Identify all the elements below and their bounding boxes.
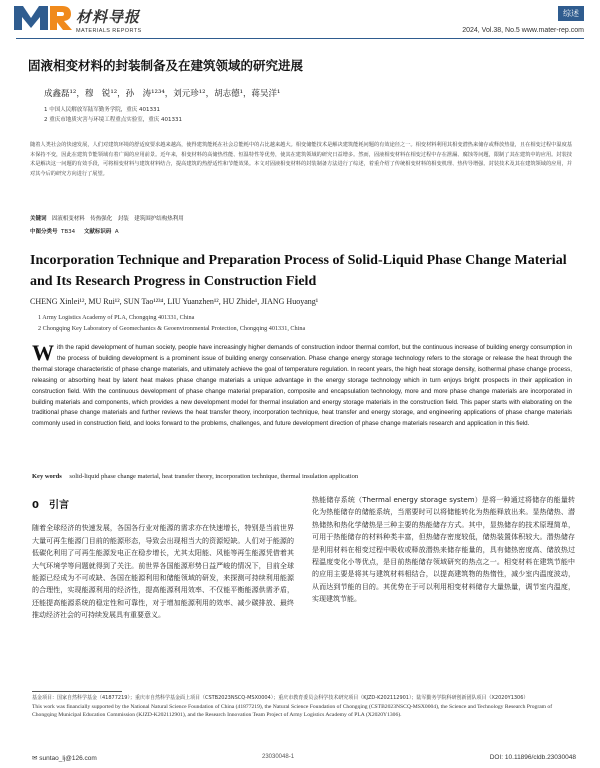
journal-name-en: MATERIALS REPORTS (76, 28, 142, 34)
affiliation-cn-2: 2 重庆市地质灾害与环境工程重点实验室，重庆 401331 (44, 117, 182, 123)
journal-name-cn: 材料导报 (76, 8, 141, 26)
affiliation-en-2: 2 Chongqing Key Laboratory of Geomechanics & Geoenvironmental Protection, Chongqing 401331, China (38, 325, 306, 332)
keywords-cn-values: 固液相变材料 传热强化 封装 建筑围护结构热利用 (51, 216, 184, 222)
header-divider (16, 38, 584, 39)
classification-label: 中图分类号 (30, 229, 58, 235)
body-column-left (32, 494, 294, 622)
footnote-funding-en: This work was financially supported by the National Natural Science Foundation of China (41877219), the Natural Science Foundation of Chongqing (CSTB2023NSCQ-MSX0004), the Science and Technology Research Program of Chongqing Municipal Education Commission (KJZD-K202112901), and the Research Innovation Team Project of Army Logistics Academy of PLA (X2020Y1306). (32, 703, 553, 719)
doc-code-label: 文献标识码 (83, 229, 112, 235)
abstract-cn: 随着人类社会的快速发展，人们对建筑环境的舒适度要求越来越高，使得建筑能耗在社会总能耗中的占比越来越大。相变储能技术是解决建筑能耗问题的有效途径之一。相变材料利用其相变潜热来储存或释放热量，且在相变过程中温度基本保持不变，因此在建筑节能领域有着广阔的应用前景。近年来，相变材料的高储热性能、恒温特性等优势，使其在建筑领域的研究日益增多。然而，固液相变材料在相变过程中存在泄漏、腐蚀等问题，限制了其在建筑中的应用。封装技术是解决这一问题的有效手段，可将相变材料与建筑材料结合，提高建筑的热舒适性和节能效果。本文对固液相变材料的封装制备方法进行了综述，着重介绍了传统相变材料的相变机理、热传导增强、封装技术及其在建筑领域的应用，并对其今后的研究方向进行了展望。 (30, 142, 572, 177)
page-number: 23030048-1 (262, 754, 295, 760)
corresponding-email[interactable]: ✉ suntao_lj@126.com (32, 755, 97, 762)
keywords-en-values: solid-liquid phase change material, heat transfer theory, incorporation technique, thermal insulation application (69, 473, 359, 480)
doc-code: A (114, 229, 119, 235)
journal-logo-mark (14, 4, 72, 30)
authors-en: CHENG Xinlei¹², MU Rui¹², SUN Tao¹²³⁴, LIU Yuanzhen¹², HU Zhide¹, JIANG Huoyang¹ (30, 297, 319, 306)
classification-code: TB34 (61, 229, 76, 235)
abstract-en-text: ith the rapid development of human society, people have increasingly higher demands of construction indoor thermal comfort, but the continuous increase of building energy consumption in the process of building development is a prominent issue of building energy conservation. Phase change energy storage technology refers to the storage or release the heat through the thermal storage characteristic of phase change materials, and ultimately achieve the goal of temperature regulation. In recent years, the high heat storage density, isothermal phase change process, releasing or absorbing heat by latent heat makes phase change materials a unique advantage in the energy storage technology which in turn enjoys bright prospects in their application in construction field. With the continuous development of phase change material preparation, composite and encapsulation technology, more and more phase change materials are incorporated in building materials and components, which provides a new development model for thermal insulation and energy storage materials in the construction field. This paper starts with elaborating on the traditional phase change materials and further reviews the heat transfer theory, incorporation technique, heat transfer and energy storage, and engineering applications of phase change materials commonly used in construction field, and looks forward to the problems, challenges, and future development direction of phase change materials research and application in this field. (32, 344, 572, 428)
keywords-cn-label: 关键词 (30, 216, 47, 222)
keywords-en-label: Key words (32, 473, 62, 480)
keywords-cn (30, 214, 184, 222)
title-cn: 固液相变材料的封装制备及在建筑领域的研究进展 (28, 58, 304, 73)
footnote-divider (32, 691, 122, 692)
footnote (32, 694, 575, 720)
section-heading-intro: 0 引言 (32, 500, 69, 511)
abstract-dropcap: W (32, 340, 54, 365)
authors-cn: 成鑫磊¹²，穆 锐¹²，孙 涛¹²³⁴，刘元珍¹²，胡志德¹，蒋吴洋¹ (44, 89, 281, 99)
affiliation-cn-1: 1 中国人民解放军陆军勤务学院，重庆 401331 (44, 107, 160, 113)
abstract-en (32, 340, 572, 430)
affiliation-en-1: 1 Army Logistics Academy of PLA, Chongqing 401331, China (38, 314, 195, 321)
journal-issue-line: 2024, Vol.38, No.5 www.mater-rep.com (462, 27, 584, 34)
journal-logo (14, 4, 142, 34)
title-en: Incorporation Technique and Preparation Process of Solid-Liquid Phase Change Material and Its Research Progress in Construction Field (30, 253, 567, 289)
classification-cn (30, 227, 119, 235)
footnote-funding-cn: 基金项目：国家自然科学基金（41877219）；重庆市自然科学基金面上项目（CSTB2023NSCQ-MSX0004）；重庆市教育委员会科学技术研究项目（KJZD-K202112901）；陆军勤务学院科研创新团队项目（X2020Y1306） (32, 695, 529, 701)
doi-link[interactable]: DOI: 10.11896/cldb.23030048 (489, 754, 576, 761)
body-column-right (312, 494, 575, 606)
section-tag: 综述 (558, 6, 584, 21)
intro-paragraph-right: 热能储存系统（Thermal energy storage system）是将一种通过将储存的能量转化为热能储存的储能系统，当需要时可以将储能转化为热能释放出来。显热储热、潜热储热和热化学储热是三种主要的热能储存方式。其中，显热储存的技术原理简单，可用于热能储存的材料种类丰富，但热储存密度较低，储热装置体积较大。潜热储存是利用材料在相变过程中吸收或释放潜热来储存能量的，具有储热密度高、储放热过程温度变化小等优点，是目前热能储存领域研究的热点之一。相变材料在建筑节能中的应用主要是将其与建筑材料相结合，以提高建筑物的热惰性，减少室内温度波动，从而达到节能的目的。其优势在于可以利用相变材料储存大量热量，调节室内温度，实现建筑节能。 (312, 496, 575, 604)
keywords-en (32, 473, 358, 480)
intro-paragraph-left: 随着全球经济的快速发展，各国各行业对能源的需求亦在快速增长，特别是当前世界大量可再生能源门目前的能源形态，导致会出现相当大的资源短缺。人们对于能源的低碳化利用了可再生能源发电正在稳步增长，尤其太阳能、风能等再生能源凭借着其大气环境学等问题就得到了关注。前世界各国能源形势日益严峻的情况下，目前全球能源已经成为不可或缺、各国在能源利用和储能领域的研发，来探测可持续利用能源的合理性，实现能源利用的经济性，提高能源利用效率、不仅能平衡能源供需矛盾，还能提高能源系统的稳定性和可靠性，对于增加能源利用的效率、减少碳排放、最终推动经济社会的可持续发展具有重要意义。 (32, 524, 294, 620)
